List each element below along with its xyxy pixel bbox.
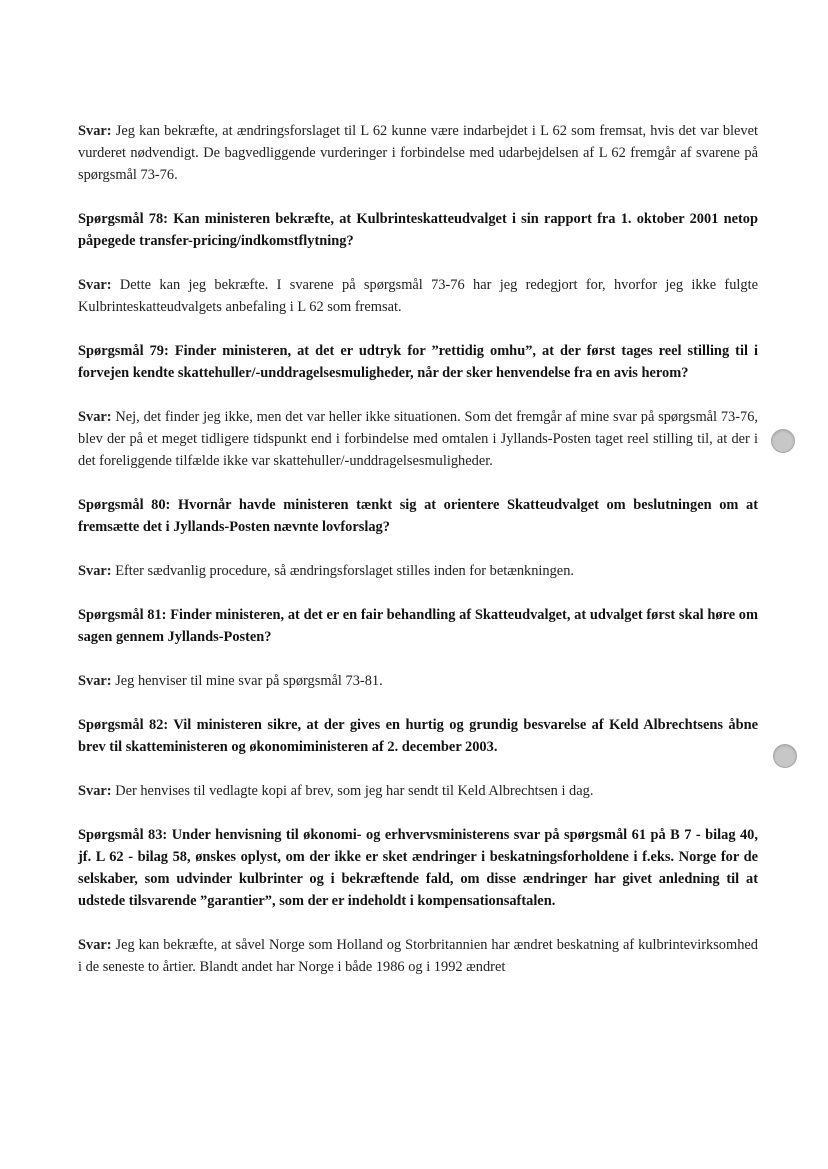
question-82 xyxy=(78,714,758,758)
answer-81 xyxy=(78,670,758,692)
answer-text: Nej, det finder jeg ikke, men det var heller ikke situationen. Som det fremgår af mine svar på spørgsmål 73-76, blev der på et meget tidligere tidspunkt end i forbindelse med omtalen i Jyllands-Posten taget reel stilling til, at der i det foreliggende tilfælde ikke var skattehuller/-unddragelsesmuligheder. xyxy=(78,409,758,469)
question-text: Vil ministeren sikre, at der gives en hurtig og grundig besvarelse af Keld Albrechtsens åbne brev til skatteministeren og økonomiministeren af 2. december 2003. xyxy=(78,717,758,755)
answer-label: Svar: xyxy=(78,673,112,689)
question-text: Finder ministeren, at det er en fair behandling af Skatteudvalget, at udvalget først skal høre om sagen gennem Jyllands-Posten? xyxy=(78,607,758,645)
answer-78 xyxy=(78,274,758,318)
question-label: Spørgsmål 78: xyxy=(78,211,168,227)
answer-label: Svar: xyxy=(78,783,112,799)
answer-82 xyxy=(78,780,758,802)
answer-80 xyxy=(78,560,758,582)
question-label: Spørgsmål 81: xyxy=(78,607,167,623)
punch-hole-mark xyxy=(771,429,795,453)
question-83 xyxy=(78,824,758,912)
answer-text: Jeg kan bekræfte, at såvel Norge som Holland og Storbritannien har ændret beskatning af kulbrintevirksomhed i de seneste to årtier. Blandt andet har Norge i både 1986 og i 1992 ændret xyxy=(78,937,758,975)
answer-text: Jeg henviser til mine svar på spørgsmål 73-81. xyxy=(115,673,383,689)
question-text: Hvornår havde ministeren tænkt sig at orientere Skatteudvalget om beslutningen om at fremsætte det i Jyllands-Posten nævnte lovforslag? xyxy=(78,497,758,535)
answer-label: Svar: xyxy=(78,409,112,425)
punch-hole-mark xyxy=(773,744,797,768)
question-label: Spørgsmål 83: xyxy=(78,827,168,843)
question-79 xyxy=(78,340,758,384)
question-text: Kan ministeren bekræfte, at Kulbrinteskatteudvalget i sin rapport fra 1. oktober 2001 netop påpegede transfer-pricing/indkomstflytning? xyxy=(78,211,758,249)
question-78 xyxy=(78,208,758,252)
answer-text: Jeg kan bekræfte, at ændringsforslaget til L 62 kunne være indarbejdet i L 62 som fremsat, hvis det var blevet vurderet nødvendigt. De bagvedliggende vurderinger i forbindelse med udarbejdelsen af L 62 fremgår af svarene på spørgsmål 73-76. xyxy=(78,123,758,183)
question-text: Finder ministeren, at det er udtryk for ”rettidig omhu”, at der først tages reel stilling til i forvejen kendte skattehuller/-unddragelsesmuligheder, når der sker henvendelse fra en avis herom? xyxy=(78,343,758,381)
answer-77 xyxy=(78,120,758,186)
question-80 xyxy=(78,494,758,538)
answer-83 xyxy=(78,934,758,978)
answer-label: Svar: xyxy=(78,937,112,953)
document-page xyxy=(78,120,758,1000)
question-label: Spørgsmål 79: xyxy=(78,343,169,359)
answer-text: Der henvises til vedlagte kopi af brev, som jeg har sendt til Keld Albrechtsen i dag. xyxy=(115,783,594,799)
answer-text: Dette kan jeg bekræfte. I svarene på spørgsmål 73-76 har jeg redegjort for, hvorfor jeg ikke fulgte Kulbrinteskatteudvalgets anbefaling i L 62 som fremsat. xyxy=(78,277,758,315)
answer-label: Svar: xyxy=(78,563,112,579)
question-label: Spørgsmål 82: xyxy=(78,717,169,733)
question-81 xyxy=(78,604,758,648)
answer-label: Svar: xyxy=(78,123,112,139)
answer-79 xyxy=(78,406,758,472)
question-label: Spørgsmål 80: xyxy=(78,497,171,513)
answer-text: Efter sædvanlig procedure, så ændringsforslaget stilles inden for betænkningen. xyxy=(115,563,574,579)
answer-label: Svar: xyxy=(78,277,112,293)
question-text: Under henvisning til økonomi- og erhvervsministerens svar på spørgsmål 61 på B 7 - bilag 40, jf. L 62 - bilag 58, ønskes oplyst, om der ikke er sket ændringer i beskatningsforholdene i f.eks. Norge for de selskaber, som udvinder kulbrinter og i bekræftende fald, om disse ændringer har givet anledning til at udstede tilsvarende ”garantier”, som der er indeholdt i kompensationsaftalen. xyxy=(78,827,758,909)
